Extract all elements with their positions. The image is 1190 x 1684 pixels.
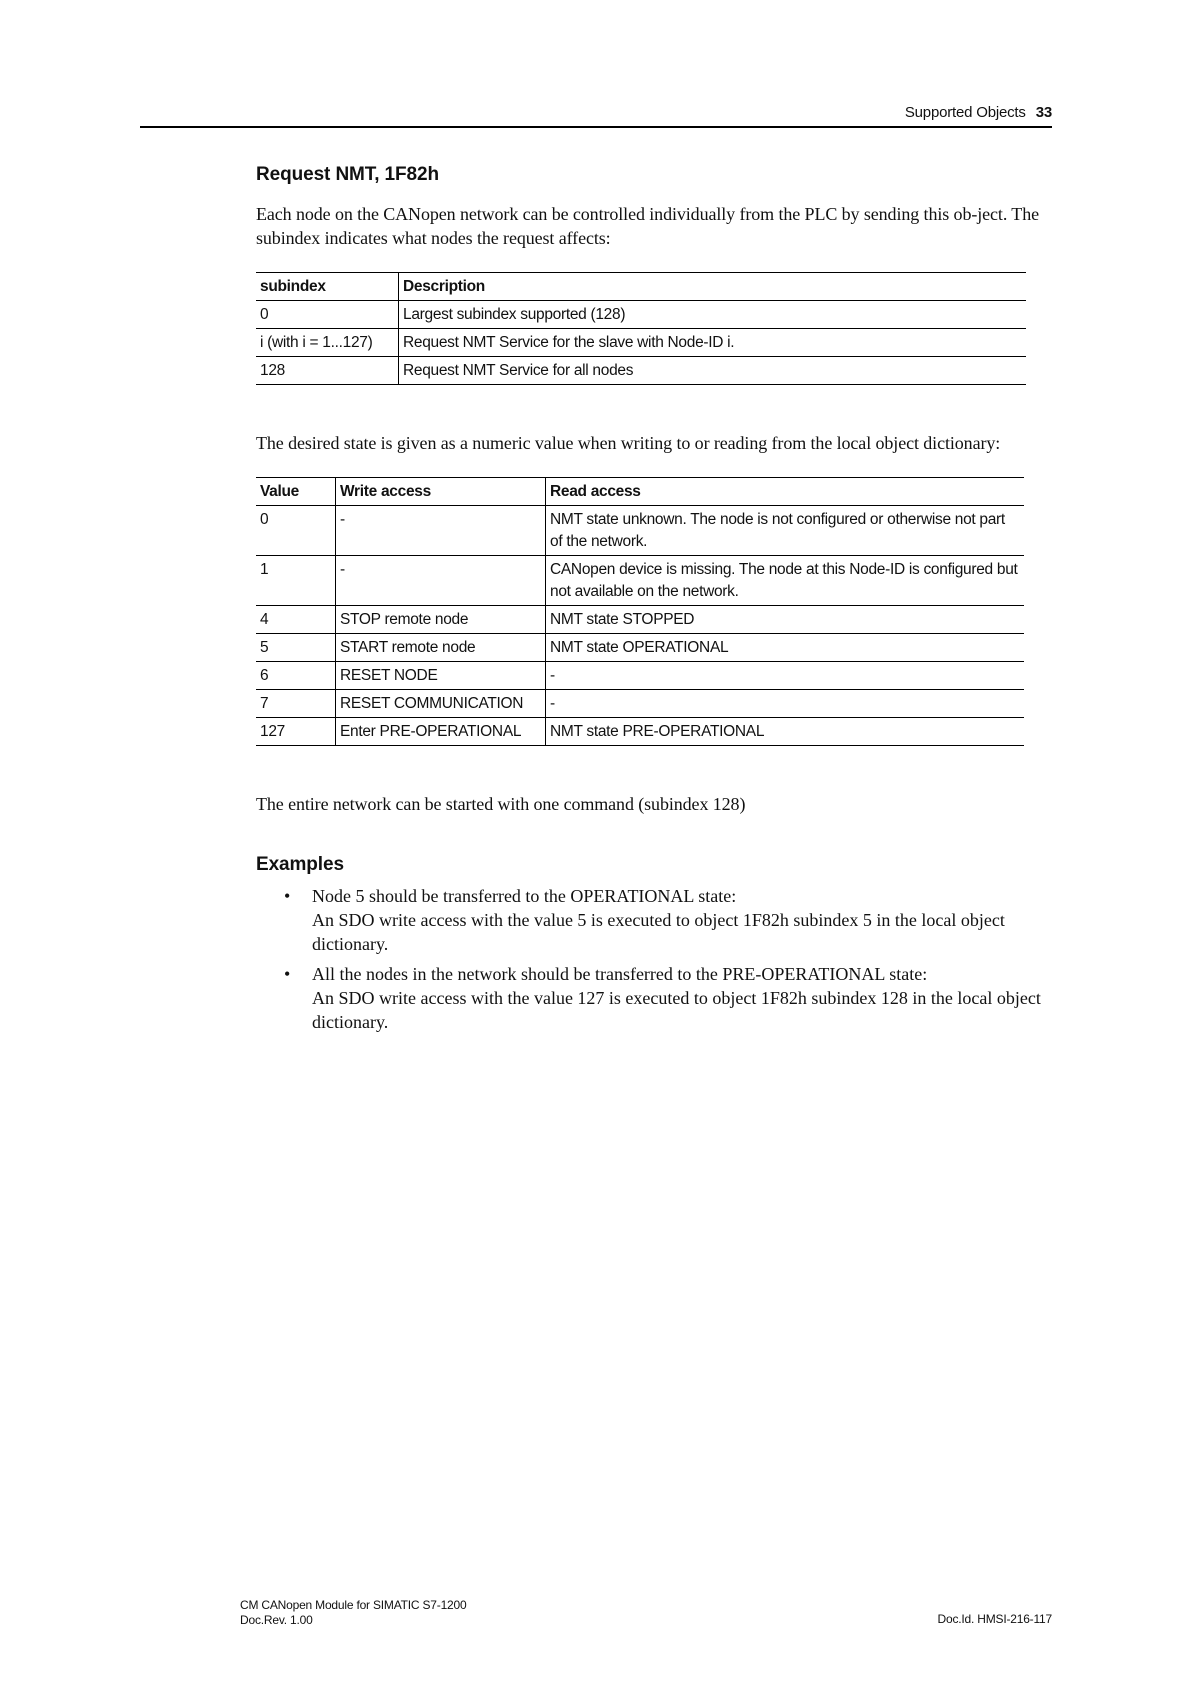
example-statement: All the nodes in the network should be transferred to the PRE-OPERATIONAL state: <box>312 964 928 984</box>
table-row <box>256 329 1026 357</box>
header-text <box>905 104 1052 121</box>
page-header <box>140 100 1052 128</box>
footer-left <box>240 1598 466 1628</box>
table-cell: - <box>336 556 546 606</box>
table-cell: 1 <box>256 556 336 606</box>
bullet-icon: • <box>284 886 291 906</box>
list-item <box>256 962 1056 1034</box>
table-cell: NMT state STOPPED <box>546 606 1025 634</box>
table-row <box>256 301 1026 329</box>
subindex-table <box>256 272 1026 385</box>
table-row <box>256 606 1024 634</box>
table-row <box>256 718 1024 746</box>
table-row <box>256 506 1024 556</box>
table-cell: NMT state PRE-OPERATIONAL <box>546 718 1025 746</box>
column-header: subindex <box>256 273 399 301</box>
examples-list <box>256 884 1056 1034</box>
table-cell: - <box>336 506 546 556</box>
table-cell: 127 <box>256 718 336 746</box>
table-cell: Request NMT Service for all nodes <box>399 357 1027 385</box>
table-cell: i (with i = 1...127) <box>256 329 399 357</box>
list-item <box>256 884 1056 956</box>
table-row <box>256 662 1024 690</box>
table-cell: RESET NODE <box>336 662 546 690</box>
table-cell: STOP remote node <box>336 606 546 634</box>
column-header: Description <box>399 273 1027 301</box>
table-row <box>256 357 1026 385</box>
table-cell: NMT state OPERATIONAL <box>546 634 1025 662</box>
page-number: 33 <box>1035 104 1052 121</box>
table-header-row <box>256 273 1026 301</box>
table-cell: CANopen device is missing. The node at this Node-ID is configured but not available on the network. <box>546 556 1025 606</box>
column-header: Read access <box>546 478 1025 506</box>
table-cell: 0 <box>256 506 336 556</box>
network-paragraph: The entire network can be started with one command (subindex 128) <box>256 794 746 814</box>
examples-title: Examples <box>256 854 344 875</box>
table-cell: 128 <box>256 357 399 385</box>
example-detail: An SDO write access with the value 127 is executed to object 1F82h subindex 128 in the local object dictionary. <box>312 988 1041 1032</box>
table-cell: START remote node <box>336 634 546 662</box>
table-cell: 5 <box>256 634 336 662</box>
value-table <box>256 477 1024 746</box>
table-cell: RESET COMMUNICATION <box>336 690 546 718</box>
table-cell: - <box>546 662 1025 690</box>
bullet-icon: • <box>284 964 291 984</box>
table-row <box>256 634 1024 662</box>
table-row <box>256 556 1024 606</box>
table-cell: NMT state unknown. The node is not configured or otherwise not part of the network. <box>546 506 1025 556</box>
table-cell: 0 <box>256 301 399 329</box>
footer-doc-id: Doc.Id. HMSI-216-117 <box>937 1612 1052 1626</box>
table-cell: Enter PRE-OPERATIONAL <box>336 718 546 746</box>
table-header-row <box>256 478 1024 506</box>
table-row <box>256 690 1024 718</box>
table-cell: Request NMT Service for the slave with Node-ID i. <box>399 329 1027 357</box>
table-cell: 7 <box>256 690 336 718</box>
header-section-title: Supported Objects <box>904 104 1026 121</box>
table-cell: - <box>546 690 1025 718</box>
table-cell: Largest subindex supported (128) <box>399 301 1027 329</box>
footer-revision: Doc.Rev. 1.00 <box>240 1613 313 1627</box>
table-cell: 6 <box>256 662 336 690</box>
example-detail: An SDO write access with the value 5 is executed to object 1F82h subindex 5 in the local object dictionary. <box>312 910 1005 954</box>
table-cell: 4 <box>256 606 336 634</box>
state-paragraph: The desired state is given as a numeric value when writing to or reading from the local object dictionary: <box>256 433 1001 453</box>
example-statement: Node 5 should be transferred to the OPERATIONAL state: <box>312 886 737 906</box>
page-content <box>256 164 1056 1040</box>
column-header: Write access <box>336 478 546 506</box>
intro-paragraph: Each node on the CANopen network can be controlled individually from the PLC by sending this ob-ject. The subindex indicates what nodes the request affects: <box>256 204 1039 248</box>
footer-product: CM CANopen Module for SIMATIC S7-1200 <box>240 1598 467 1612</box>
column-header: Value <box>256 478 336 506</box>
section-title: Request NMT, 1F82h <box>256 164 439 185</box>
